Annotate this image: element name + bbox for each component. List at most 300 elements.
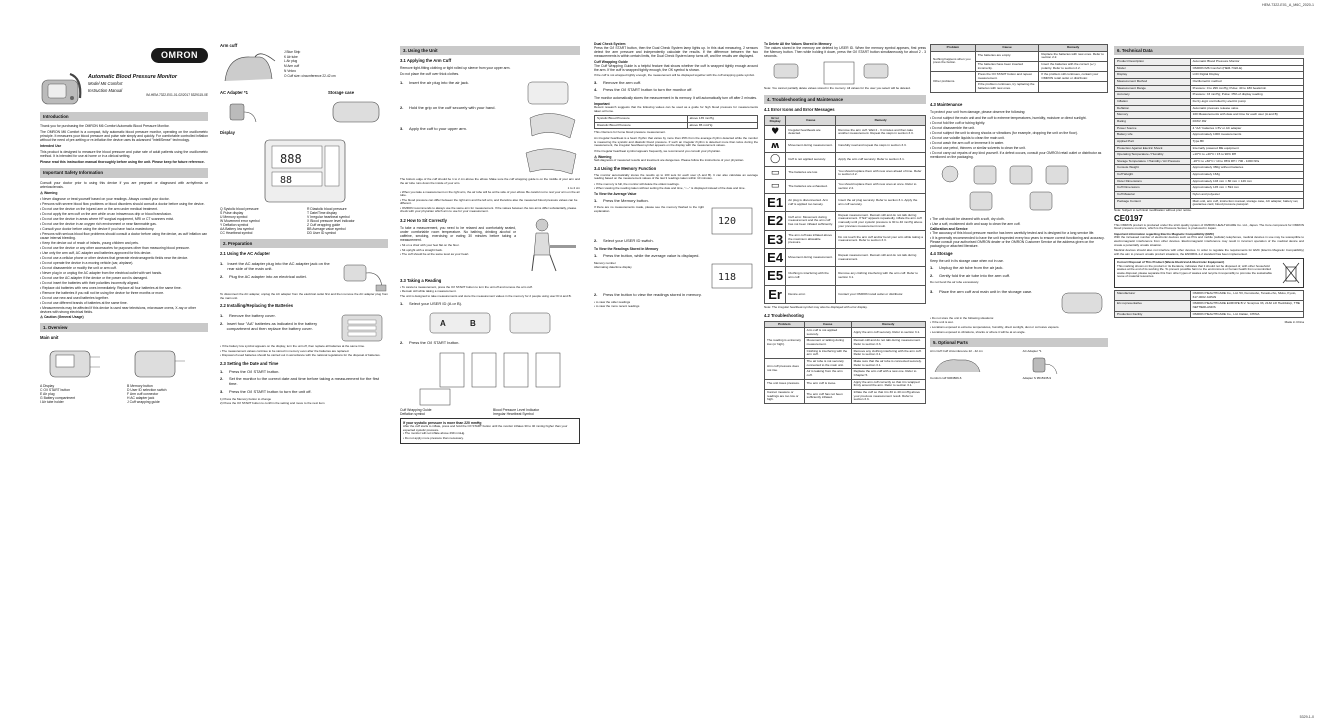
section-header-optional: 5. Optional Parts — [930, 338, 1108, 347]
cuff-note: • The blood pressure can differ between the right arm and the left arm, and therefore also the measured blood pressure values can be different. — [400, 197, 578, 206]
trouble-row — [765, 389, 926, 403]
optional-adapter-icon — [1023, 354, 1063, 376]
safety-item: • Do not apply the arm cuff on the arm while on an intravenous drip or blood transfusion. — [40, 211, 172, 216]
spec-row — [1115, 132, 1304, 139]
cuff-part-label: J Blue Strip — [284, 49, 301, 54]
trouble-remedy: Replace the arm cuff with a new one. Refer to Chapter 5. — [851, 369, 925, 379]
step-text: Press the button to view the readings stored in memory. — [603, 291, 702, 297]
trouble-row — [765, 359, 926, 369]
spec-value: Automatic pressure release valve — [1190, 105, 1303, 112]
spec-value: Approximately 1000 measurements — [1190, 132, 1303, 139]
error-cause: Irregular heartbeats are detected. — [786, 126, 836, 140]
memory-notes — [594, 183, 758, 191]
adapter-plug-icon — [340, 259, 388, 293]
figure-label: Cuff Wrapping Guide — [400, 407, 432, 412]
spec-row — [1115, 192, 1304, 199]
safety-item: • Remove the batteries if you will not be using the device for three months or more. — [40, 290, 165, 295]
trouble-cause: The batteries have been inserted incorrectly. — [975, 61, 1039, 71]
error-column-header: Cause — [786, 115, 836, 125]
error-column-header: Remedy — [836, 115, 926, 125]
safety-item: • Persons with serious blood flow problems should consult a doctor before using the device, as cuff inflation can cause internal bleeding. — [40, 231, 208, 240]
safety-item: • Do not insert the batteries with their polarities incorrectly aligned. — [40, 280, 140, 285]
sit-item: • Sit upright with a straight back. — [400, 247, 443, 252]
trouble-cause: Movement or talking during measurement. — [804, 338, 851, 348]
battery-compartment-icon — [338, 311, 388, 345]
intro-paragraph: The OMRON M6 Comfort is a compact, fully automatic blood pressure monitor, operating on the oscillometric principle. It measures your blood pressure and pulse rate simply and quickly. For comfortable controlled inflation without the need of pre-setting or re-inflation the device uses its advanced "IntelliSense" technology. — [40, 130, 208, 143]
spec-label: Memory — [1115, 112, 1191, 119]
step-text: Insert four "AA" batteries as indicated in the battery compartment and then replace the battery cover. — [226, 320, 318, 331]
spec-label: Deflation — [1115, 105, 1191, 112]
trouble-cause: Clothing is interfering with the arm cuff. — [804, 348, 851, 358]
spec-value: Approximately 163g — [1190, 172, 1303, 179]
step: 2. Gently fold the air tube into the arm cuff. — [930, 272, 1011, 278]
step: 3. Place the arm cuff and main unit in the storage case. — [930, 288, 1033, 294]
bp-cell: above 85 mmHg — [687, 122, 757, 129]
trouble-problem: Other problems. — [931, 72, 976, 93]
trouble-problem: Cannot measure or readings are too low or high. — [765, 389, 805, 403]
spec-label: Operating Temperature / Humidity — [1115, 152, 1191, 159]
display-heading: Display — [220, 129, 235, 135]
safety-item: • Use only the arm cuff, AC adapter and batteries approved for this device. — [40, 250, 152, 255]
storage-case-icon — [328, 98, 388, 126]
error-row — [765, 166, 926, 180]
error-symbol: E2 — [765, 212, 786, 230]
error-row — [765, 180, 926, 194]
part-label: C O/I START button — [40, 388, 70, 393]
date-time-figure-label: 2) Press the O/I START button to confirm the setting and move to the next item — [220, 401, 325, 406]
trouble-column-header: Problem — [765, 321, 805, 328]
made-in-label: Made in China — [1284, 320, 1304, 325]
cuff-note: • When you take a measurement on the right arm, the air tube will be at the side of your elbow. Be careful not to rest your arm on the air tube. — [400, 189, 580, 198]
cuff-part-label: L Air plug — [284, 59, 298, 64]
calibration-heading: Calibration and Service — [930, 226, 968, 231]
manufacturer-label: Manufacturer — [1115, 291, 1191, 301]
error-row — [765, 285, 926, 303]
step-text: Unplug the air tube from the air jack. — [939, 264, 1004, 270]
section-header-technical: 6. Technical Data — [1114, 46, 1304, 55]
trouble-remedy — [1039, 82, 1108, 92]
warning-label-text: Warning — [43, 190, 58, 195]
reading-note: • To cancel a measurement, press the O/I START button to turn the unit off and remove the arm cuff. — [400, 284, 533, 289]
cuff-notes — [400, 191, 580, 214]
sitting-posture-icon — [520, 215, 580, 275]
user-id-switch-icon — [400, 309, 570, 337]
spec-row — [1115, 125, 1304, 132]
maintenance-item: • Do not wash the arm cuff or immerse it in water. — [930, 140, 1004, 145]
emc-text: With the increased number of electronic devices such as PCs and mobile (cellular) telephones, medical devices in use may be susceptible to electromagnetic interference from other devices. Electromagnetic interference may result in incorrect operation of the medical device and create a potentially unsafe situation. — [1114, 235, 1304, 247]
trouble-row — [765, 379, 926, 389]
troubleshooting-table-header — [765, 321, 926, 328]
step-text: Select your USER ID switch. — [603, 238, 654, 244]
calibration-item: • The accuracy of this blood pressure monitor has been carefully tested and is designed for a long service life. — [930, 230, 1095, 235]
spec-label: Power Source — [1115, 125, 1191, 132]
trouble-problem: Arm cuff pressure does not rise. — [765, 359, 805, 380]
step: 1. Press the button, while the average value is displayed. — [594, 253, 700, 259]
storage-note-item: • If the unit is wet. — [930, 320, 954, 325]
section-header-overview: 1. Overview — [40, 323, 208, 332]
section-header-troubleshooting: 4. Troubleshooting and Maintenance — [764, 95, 926, 104]
column-using-unit — [400, 42, 580, 712]
subsection-memory: 3.4 Using the Memory Function — [594, 165, 657, 171]
trouble-problem: The unit loses pressure. — [765, 379, 805, 389]
step-text: Remove the battery cover. — [229, 313, 276, 319]
spec-row — [1115, 138, 1304, 145]
spec-value: DC6V 4W — [1190, 118, 1303, 125]
error-remedy: Repeat measurement. Remain still and do not talk during measurement. If "E2" appears repeatedly, inflate the arm cuff manually until your systolic pressure is 30 to 40 mmHg above your previous measurement result. — [836, 212, 926, 230]
trouble-remedy: If the problem still continues, contact your OMRON retail outlet or distributor. — [1039, 72, 1108, 82]
display-part-label: DD User ID symbol — [307, 230, 337, 235]
cuff-guide-note: If the cuff is not wrapped tightly enough, the measurement will be displayed together with the cuff wrapping guide symbol. — [594, 73, 755, 78]
step-text: Insert the AC adapter plug into the AC adapter jack on the rear side of the main unit. — [227, 261, 330, 271]
cuff-part-label: M Arm cuff — [284, 64, 300, 69]
step-number: 1. — [220, 313, 224, 319]
spec-value: Fuzzy-logic controlled by electric pump — [1190, 99, 1303, 106]
spec-row — [1115, 112, 1304, 119]
trouble-remedy: Insert the batteries with the correct (+/-) polarity. Refer to section 2.2. — [1039, 61, 1108, 71]
spec-label: Display — [1115, 72, 1191, 79]
arm-cuff-heading: Arm cuff — [220, 43, 238, 48]
step-text: Place the arm cuff and main unit in the storage case. — [939, 288, 1033, 294]
error-cause: Air plug is disconnected. Arm cuff is applied too loosely. — [786, 194, 836, 212]
cleaning-item: • The unit should be cleaned with a soft, dry cloth. — [930, 216, 1005, 221]
optional-adapter-label: AC Adapter *1 — [1022, 349, 1042, 354]
delete-note: Note: You cannot partially delete values stored in the memory. All values for the user you select will be deleted. — [764, 86, 911, 91]
subsection-errors: 4.1 Error Icons and Error Messages — [764, 106, 835, 112]
spec-label: Console Weight — [1115, 165, 1191, 172]
spec-label: Applied Part — [1115, 138, 1191, 145]
trouble-remedy: Make sure that the air tube is connected securely. Refer to section 3.1. — [851, 359, 925, 369]
part-label: E Air plug — [40, 392, 55, 397]
average-display-icon — [708, 206, 758, 236]
arm-cuff-icon — [220, 51, 280, 87]
error-cause: The arm cuff was inflated above the maximum allowable pressure. — [786, 230, 836, 248]
spec-value: Approximately 103 mm × 80 mm × 129 mm — [1190, 178, 1303, 185]
svg-text:B: B — [470, 319, 476, 329]
error-symbol: ▭ — [765, 180, 786, 194]
trouble-cause: Arm cuff is not applied securely. — [804, 328, 851, 338]
step-text: Press the O/I START button. — [409, 340, 460, 346]
spec-value: Oscillometric method — [1190, 79, 1303, 86]
trouble-remedy: Remove any clothing interfering with the arm cuff. Refer to section 3.1. — [851, 348, 925, 358]
display-part-label: Z Cuff wrapping guide — [307, 222, 341, 227]
reading-text: The unit is designed to take measurements and store the measurement values in the memory for 2 people using user ID A and B. — [400, 293, 572, 298]
display-part-label: Q Systolic blood pressure — [220, 206, 259, 211]
step-number: 3. — [220, 388, 224, 394]
display-part-label: R Diastolic blood pressure — [307, 206, 347, 211]
spec-label: Storage Temperature / Humidity / Air Pressure — [1115, 158, 1191, 165]
step — [220, 377, 388, 386]
high-pressure-heading: If your systolic pressure is more than 220 mmHg — [403, 421, 482, 425]
maintenance-item: • Do not subject the main unit and the cuff to extreme temperatures, humidity, moisture or direct sunlight. — [930, 115, 1087, 120]
safety-item: • Do not use the AC adapter if the device or the power cord is damaged. — [40, 275, 148, 280]
ac-adapter-steps — [220, 259, 336, 293]
manufacturer-table-body — [1115, 291, 1304, 318]
document-code-bottom: 5329-1-0 — [1299, 714, 1314, 719]
cuff-part-label: N Velcro — [284, 69, 297, 74]
spec-table-body — [1115, 59, 1304, 209]
optional-cuff-code: Comfort cuff 9063806-6 — [930, 375, 962, 380]
spec-value: -20°C to +60°C / 10 to 95% RH / 700 - 1060 hPa — [1190, 158, 1303, 165]
step-text: Apply the cuff to your upper arm. — [409, 125, 467, 131]
stored-list — [594, 301, 758, 309]
error-symbol: ◯ — [765, 153, 786, 167]
calibration-list — [930, 231, 1108, 248]
troubleshooting-continued-body — [931, 51, 1108, 92]
spec-row — [1115, 165, 1304, 172]
spec-value: Main unit, arm cuff, instruction manual, storage case, AC adapter, battery set, guarantee card, blood pressure passport — [1190, 198, 1303, 208]
spec-label: Model — [1115, 65, 1191, 72]
dual-check-heading: Dual Check System — [594, 42, 626, 46]
error-remedy: Contact your OMRON retail outlet or distributor. — [836, 285, 926, 303]
storage-note: Do not bend the air tube excessively. — [930, 280, 979, 285]
step: 4. Press the O/I START button to turn the monitor off. — [594, 87, 693, 93]
step: 2. Press the button to view the readings stored in memory. — [594, 291, 702, 297]
step-text: Press the O/I START button to turn the unit off. — [229, 388, 312, 394]
safety-intro: Consult your doctor prior to using this device if you are pregnant or diagnosed with arrhythmia or arteriosclerosis. — [40, 180, 208, 189]
error-remedy: You should replace them with new ones ahead of time. Refer to section 2.2. — [836, 166, 926, 180]
arm-cuff-application-icon — [520, 78, 580, 178]
sit-text: To take a measurement, you need to be relaxed and comfortably seated, under comfortable room temperature. No bathing, drinking alcohol or caffeine, smoking, exercising or eating 30 minutes before taking a measurement. — [400, 225, 516, 242]
reading-notes — [400, 286, 580, 294]
step-number: 2. — [220, 273, 224, 279]
safety-item: • Do not disassemble or modify the unit or arm cuff. — [40, 265, 117, 270]
troubleshooting-table-body — [765, 328, 926, 404]
step — [220, 262, 336, 271]
high-pressure-text: After the cuff starts to inflate, press and hold the O/I START button until the monitor inflates 30 to 40 mmHg higher than your expected systolic pressure. — [403, 424, 568, 432]
memory-note: • If the memory is full, the monitor will delete the oldest readings. — [594, 181, 680, 186]
sit-item: • Sit on a chair with your feet flat on the floor. — [400, 242, 460, 247]
bp-cell: Systolic Blood Pressure — [595, 116, 688, 123]
cuff-guide-text: The Cuff Wrapping Guide is a helpful feature that shows whether the cuff is wrapped tightly enough around the arm. If the cuff is wrapped tightly enough, the OK symbol is shown. — [594, 64, 758, 73]
step — [220, 390, 388, 395]
spec-label: Cuff Weight — [1115, 172, 1191, 179]
average-note: If there are no measurements made, please see the memory flashed to the right explanation. — [594, 205, 704, 213]
high-pressure-note: • The monitor will not inflate above 299 mmHg. — [403, 431, 466, 436]
spec-row — [1115, 185, 1304, 192]
step-text: Press the O/I START button to turn the monitor off. — [603, 87, 693, 93]
maintenance-icons — [930, 160, 1105, 216]
error-remedy: Carefully read and repeat the steps in section 3.3. — [836, 139, 926, 153]
display-parts-legend — [220, 207, 388, 235]
section-header-safety: Important Safety Information — [40, 168, 208, 177]
step — [220, 370, 388, 375]
document-code-top: HEM-7322-E01_A_M6C_2020-1 — [1262, 3, 1314, 7]
maintenance-text: To protect your unit from damage, please observe the following: — [930, 109, 1026, 114]
stored-figure-label: Memory number — [594, 260, 616, 265]
column-parts — [220, 40, 388, 710]
bp-cell: above 135 mmHg — [687, 116, 757, 123]
battery-note: • The measurement values continue to be stored in memory even after the batteries are replaced. — [220, 348, 350, 353]
error-symbol: E1 — [765, 194, 786, 212]
step — [220, 314, 334, 319]
battery-steps — [220, 311, 334, 345]
important-text: Recent research suggests that the following values can be used as a guide for high blood pressure for measurements taken at home. — [594, 105, 758, 113]
trouble-cause: The batteries are empty. — [975, 51, 1039, 61]
safety-item: • Do not use the device in an oxygen rich environment or near flammable gas. — [40, 221, 157, 226]
display-part-label: W Movement error symbol — [220, 218, 260, 223]
safety-item: • Consult your doctor before using the device if you have had a mastectomy. — [40, 226, 155, 231]
error-remedy: Remove any clothing interfering with the arm cuff. Refer to section 3.1. — [836, 267, 926, 285]
bp-note: This criteria is for home blood pressure measurement. — [594, 130, 666, 135]
manufacturer-row — [1115, 301, 1304, 311]
trouble-remedy: Apply the arm cuff correctly so that it is wrapped firmly around the arm. Refer to section 3.1. — [851, 379, 925, 389]
error-remedy: You should replace them with new ones at once. Refer to section 2.2. — [836, 180, 926, 194]
disposal-heading: Correct Disposal of This Product (Waste Electrical & Electronic Equipment) — [1117, 260, 1225, 265]
ac-adapter-icon — [220, 98, 260, 126]
spec-value: OMRON M6 Comfort (HEM-7322-E) — [1190, 65, 1303, 72]
section-header-introduction: Introduction — [40, 112, 208, 121]
svg-text:120: 120 — [718, 216, 737, 228]
trouble-remedy: Replace the batteries with new ones. Refer to section 2.2. — [1039, 51, 1108, 61]
memory-note: • When viewing the reading taken without setting the date and time, "-:--" is displayed instead of the date and time. — [594, 186, 746, 191]
trouble-problem: The reading is extremely low (or high). — [765, 328, 805, 359]
spec-label: Cuff Material — [1115, 192, 1191, 199]
high-pressure-note: • Do not apply more pressure than necessary. — [403, 435, 464, 440]
troubleshooting-continued-header — [931, 45, 1108, 52]
error-symbol: E3 — [765, 230, 786, 248]
manufacturer-value: OMRON HEALTHCARE EUROPE B.V. Scorpius 33, 2132 LR Hoofddorp, THE NETHERLANDS — [1190, 301, 1303, 311]
error-remedy: Remove the arm cuff. Wait 2 - 3 minutes and then take another measurement. Repeat the steps in section 3.3. — [836, 126, 926, 140]
step-number: 2. — [220, 376, 224, 382]
ce-mark: CE0197 — [1114, 214, 1143, 224]
spec-row — [1115, 178, 1304, 185]
error-cause: Movement during measurement. — [786, 249, 836, 267]
main-unit-heading: Main unit — [40, 335, 59, 341]
step: 3. Remove the arm cuff. — [594, 79, 642, 85]
warning-text: Self-diagnosis of measured results and treatment are dangerous. Please follow the instructions of your physician. — [594, 158, 745, 163]
cuff-distance-label: 1 to 2 cm — [567, 186, 580, 191]
spec-table — [1114, 58, 1304, 209]
sit-item: • The cuff should be at the same level as your heart. — [400, 252, 470, 257]
spec-value: Pressure: 0 to 299 mmHg; Pulse: 40 to 180 beats/min — [1190, 85, 1303, 92]
safety-item: • Do not use the device or any other accessories for purposes other than measuring blood pressure. — [40, 245, 190, 250]
caution-label-text: Caution — [43, 314, 57, 319]
storage-note-item: • Locations exposed to extreme temperatures, humidity, direct sunlight, dust or corrosive vapours. — [930, 325, 1060, 329]
main-unit-diagram-icon — [40, 343, 200, 383]
step-text: Press the button, while the average value is displayed. — [603, 253, 700, 259]
arm-cuff-text-2: Do not place the cuff over thick clothes. — [400, 72, 460, 77]
trouble-cause: The air tube is not securely connected to the main unit. — [804, 359, 851, 369]
error-cause: The batteries are low. — [786, 166, 836, 180]
average-heading: To View the Average Value — [594, 191, 637, 196]
spec-value: Type BF — [1190, 138, 1303, 145]
column-cover — [40, 48, 208, 718]
maintenance-item: • Do not use petrol, thinners or similar solvents to clean the unit. — [930, 145, 1026, 150]
manual-code: IM-HEM-7322-E01-01-02/2017 5329115-0E — [146, 93, 208, 98]
step-text: Select your USER ID (A or B). — [409, 300, 463, 306]
spec-value: Nylon and polyester — [1190, 192, 1303, 199]
maintenance-item: • Do not carry out repairs of any kind yourself. If a defect occurs, consult your OMRON retail outlet or distributor as mentioned on the packaging. — [930, 150, 1102, 159]
bp-cell: Diastolic Blood Pressure — [595, 122, 688, 129]
safety-item: • Never diagnose or treat yourself based on your readings. Always consult your doctor. — [40, 196, 170, 201]
bp-threshold-table — [594, 115, 758, 129]
spec-value: Approximately 380g without batteries — [1190, 165, 1303, 172]
spec-label: Package Content — [1115, 198, 1191, 208]
maintenance-item: • Do not subject the unit to strong shocks or vibrations (for example, dropping the unit on the floor). — [930, 130, 1078, 135]
safety-item: • Do not use a cellular phone or other devices that generate electromagnetic fields near the device. — [40, 255, 189, 260]
safety-item: • Do not use the device in areas where HF surgical equipment, MRI or CT scanners exist. — [40, 216, 174, 221]
arm-cuff-text: Remove tight-fitting clothing or tight rolled up sleeve from your upper arm. — [400, 66, 511, 71]
spec-label: Outer Dimensions — [1115, 178, 1191, 185]
cuff-position-note: The bottom edge of the cuff should be 1 to 2 cm above the elbow. Make sure the cuff wrapping guide is on the middle of your arm and the air tube runs down the inside of your arm. — [400, 177, 580, 185]
display-diagram-icon — [220, 138, 385, 206]
safety-item: • Keep the device out of reach of infants, young children and pets. — [40, 240, 139, 245]
weee-bin-icon — [1281, 261, 1301, 285]
part-label: G Battery compartment — [40, 396, 76, 401]
safety-list — [40, 197, 208, 314]
error-symbol: ʍ — [765, 139, 786, 153]
error-table-body — [765, 126, 926, 304]
error-remedy: Repeat measurement. Remain still and do not talk during measurement. — [836, 249, 926, 267]
maintenance-item: • Do not use volatile liquids to clean the main unit. — [930, 135, 1005, 140]
display-part-label: X Blood pressure level indicator — [307, 218, 355, 223]
step-text: Remove the arm cuff. — [603, 79, 642, 85]
spec-value: +10°C to +40°C / 15 to 90% RH — [1190, 152, 1303, 159]
optional-adapter-code: Adapter S 9515335-9 — [1022, 375, 1052, 380]
storage-notes — [930, 317, 1108, 334]
trouble-problem: Nothing happens when you press the button. — [931, 51, 976, 72]
safety-item: • Do not use the device on the injured arm or the arm under medical treatment. — [40, 206, 159, 211]
maintenance-item: • Do not disassemble the unit. — [930, 125, 975, 130]
step: 2. Hold the grip on the cuff securely with your hand. — [400, 104, 496, 110]
cuff-guide-heading: Cuff Wrapping Guide — [594, 60, 628, 65]
spec-label: Measurement Method — [1115, 79, 1191, 86]
trouble-row — [765, 328, 926, 338]
part-label: H AC adapter jack — [127, 396, 155, 401]
part-label: B Memory button — [127, 384, 153, 389]
section-header-using-unit: 3. Using the Unit — [400, 46, 580, 55]
error-row — [765, 249, 926, 267]
optional-cuff-label: Arm Cuff Cuff circumference 22 - 42 cm — [930, 349, 983, 354]
display-part-label: Y Deflation symbol — [220, 222, 249, 227]
bp-row — [595, 116, 758, 123]
spec-note: Note: Subject to technical modification without prior notice. — [1114, 207, 1192, 212]
measurement-sequence-icon — [400, 349, 578, 407]
auto-off-text: The monitor automatically stores the measurement in its memory. It will automatically turn off after 2 minutes. — [594, 96, 758, 101]
spec-row — [1115, 145, 1304, 152]
column-technical-data — [1114, 42, 1304, 712]
svg-text:88: 88 — [280, 174, 293, 186]
stored-figure-labels — [594, 262, 704, 290]
storage-note-item: • Do not store the unit in the following situations: — [930, 315, 994, 320]
bp-row — [595, 122, 758, 129]
safety-item: • Do not use different brands of batteries at the same time. — [40, 300, 128, 305]
svg-text:A: A — [440, 319, 446, 329]
manufacturer-table — [1114, 290, 1304, 318]
trouble-column-header: Problem — [931, 45, 976, 52]
spec-value: LCD Digital Display — [1190, 72, 1303, 79]
spec-value: Automatic Blood Pressure Monitor — [1190, 59, 1303, 66]
manufacturer-row — [1115, 291, 1304, 301]
spec-label: Cuff Dimensions — [1115, 185, 1191, 192]
safety-item: • Measurements may be affected if this device is used near televisions, microwave ovens, X-ray or other devices with strong electrical fields. — [40, 305, 197, 314]
irregular-heartbeat-text: An irregular heartbeat is a heart rhythm that varies by more than 25% from the average rhythm detected while the monitor is measuring the systolic and diastolic blood pressure. If such an irregular rhythm is detected more than twice during the measurement, the irregular heartbeat symbol appears on the display with the measurement values. — [594, 135, 758, 148]
high-pressure-notes — [403, 432, 577, 440]
measurement-figure-labels — [400, 408, 580, 416]
safety-item: • Persons with severe blood flow problems or blood disorders should consult a doctor before using the device. — [40, 201, 205, 206]
storage-case-packing-icon — [1058, 287, 1108, 317]
dual-check-text: Press the O/I START button, then the Dual Check System lamp lights up. In this dual measuring, 2 sensors detect the arm pressure and independently calculate the results. If the difference between the two measurements is within certain limits, the Dual Check System lamp turns off, and the results are displayed. — [594, 46, 758, 59]
spec-value: 4 "AA" batteries 1.5V or AC adapter — [1190, 125, 1303, 132]
step: 1. Unplug the air tube from the air jack. — [930, 264, 1004, 270]
intended-use-heading: Intended Use — [40, 144, 62, 149]
spec-row — [1115, 198, 1304, 208]
caution-label: ⚠ Caution (General Usage) — [40, 314, 84, 319]
error-remedy: Apply the arm cuff securely. Refer to section 3.1. — [836, 153, 926, 167]
error-symbol: ♥ — [765, 126, 786, 140]
manufacturer-label: EU-representative — [1115, 301, 1191, 311]
date-time-steps — [220, 370, 388, 395]
